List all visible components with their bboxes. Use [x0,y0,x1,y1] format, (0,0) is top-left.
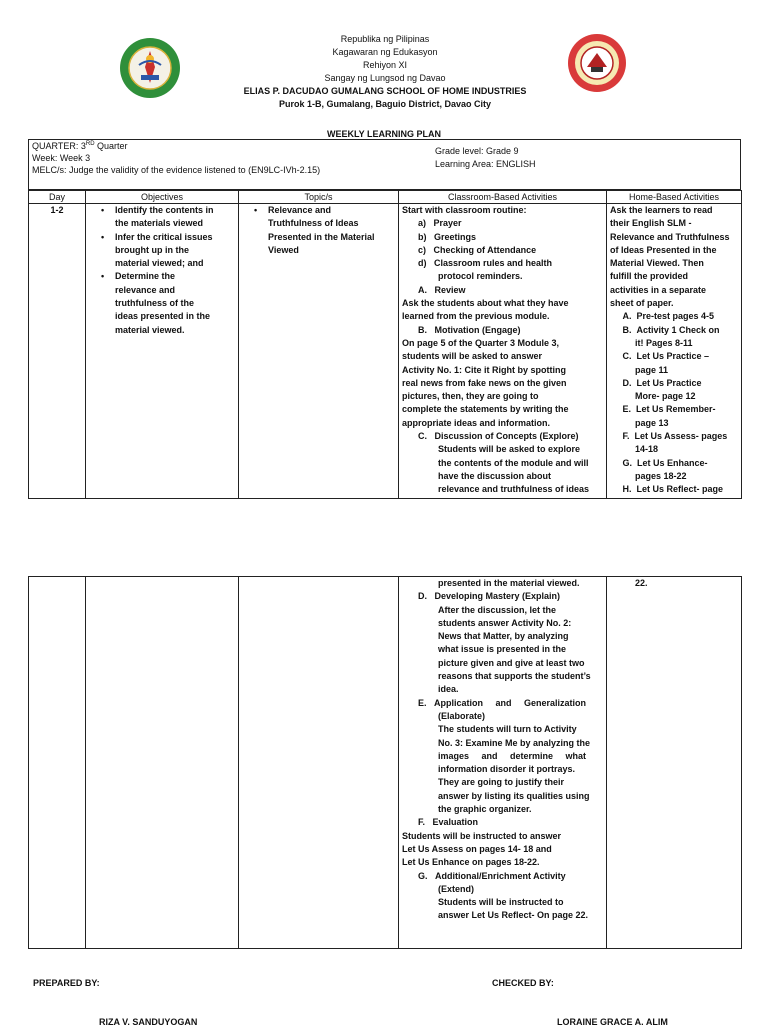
weekly-plan-table-page1 [28,190,742,499]
home-line: G. Let Us Enhance- [610,457,708,468]
home-line: A. Pre-test pages 4-5 [610,311,715,322]
home-line: of Ideas Presented in the [610,244,717,255]
home-line: it! Pages 8-11 [610,337,693,348]
objective-item [89,270,235,336]
classroom-line: picture given and give at least two [418,657,585,668]
header-school-name: ELIAS P. DACUDAO GUMALANG SCHOOL OF HOME INDUSTRIES [243,86,527,96]
classroom-line: The students will turn to Activity [418,724,577,735]
topic-line: Presented in the Material [268,231,375,242]
melc-info: MELC/s: Judge the validity of the evidence listened to (EN9LC-IVh-2.15) [32,165,321,175]
quarter-superscript: RD [85,141,95,147]
home-line: page 13 [610,417,669,428]
classroom-line: A. Review [418,284,466,295]
week-info: Week: Week 3 [32,153,91,163]
header-school-address: Purok 1-B, Gumalang, Baguio District, Davao City [278,99,492,109]
table-row [29,577,742,949]
classroom-line: E. Application and Generalization [418,697,587,708]
classroom-line: Ask the students about what they have [402,298,569,309]
classroom-line: what issue is presented in the [418,644,567,655]
classroom-line: G. Additional/Enrichment Activity [418,870,566,881]
classroom-line: answer Let Us Reflect- On page 22. [418,910,589,921]
classroom-line: C. Discussion of Concepts (Explore) [418,431,579,442]
classroom-line: b) Greetings [418,231,477,242]
home-line: 14-18 [610,444,659,455]
division-seal-logo [119,37,181,99]
header-republic: Republika ng Pilipinas [340,34,430,44]
classroom-line: d) Classroom rules and health [418,258,553,269]
checker-name: LORAINE GRACE A. ALIM [557,1017,668,1027]
home-line: F. Let Us Assess- pages [610,431,728,442]
classroom-line: students answer Activity No. 2: [418,617,572,628]
classroom-line: (Extend) [418,883,475,894]
column-header-objectives: Objectives [86,191,239,204]
home-activities-cell [607,204,742,499]
classroom-line: After the discussion, let the [418,604,557,615]
home-line: page 11 [610,364,669,375]
topics-cell [239,204,399,499]
home-line: Relevance and Truthfulness [610,231,730,242]
classroom-line: answer by listing its qualities using [418,790,590,801]
classroom-line: No. 3: Examine Me by analyzing the [418,737,591,748]
topics-cell-empty [239,577,399,949]
document-header [200,33,570,111]
home-line: B. Activity 1 Check on [610,324,720,335]
home-line: C. Let Us Practice – [610,351,710,362]
grade-level-info: Grade level: Grade 9 [435,146,519,156]
header-division: Sangay ng Lungsod ng Davao [324,73,446,83]
classroom-activities-cell [399,577,607,949]
day-cell: 1-2 [29,204,86,499]
classroom-line: complete the statements by writing the [402,404,569,415]
objective-line: • Determine the [115,271,176,282]
column-header-home: Home-Based Activities [607,191,742,204]
home-line: sheet of paper. [610,298,674,309]
classroom-line: presented in the material viewed. [418,578,580,588]
objective-line: brought up in the [115,244,189,255]
table-header-row [29,191,742,204]
classroom-line: reasons that supports the student’s [418,671,591,682]
classroom-line: News that Matter, by analyzing [418,631,569,642]
home-activities-cell [607,577,742,949]
classroom-line: (Elaborate) [418,710,486,721]
topic-line: Viewed [268,244,299,255]
classroom-line: Students will be instructed to answer [402,830,562,841]
classroom-line: real news from fake news on the given [402,377,567,388]
quarter-label: QUARTER: 3 [32,141,86,151]
objectives-cell [86,204,239,499]
home-line: fulfill the provided [610,271,688,282]
classroom-line: have the discussion about [418,470,552,481]
topic-line: Truthfulness of Ideas [268,218,359,229]
header-department: Kagawaran ng Edukasyon [332,47,438,57]
home-line: D. Let Us Practice [610,377,702,388]
day-cell-empty [29,577,86,949]
school-seal-logo [567,33,627,93]
objective-line: • Infer the critical issues [115,231,213,242]
topic-line: • Relevance and [268,205,332,215]
classroom-line: Students will be asked to explore [418,444,581,455]
objective-line: truthfulness of the [115,298,194,309]
classroom-line: the graphic organizer. [418,804,532,815]
classroom-line: On page 5 of the Quarter 3 Module 3, [402,337,560,348]
classroom-line: students will be asked to answer [402,351,543,362]
home-line: Ask the learners to read [610,205,713,215]
classroom-line: Activity No. 1: Cite it Right by spotting [402,364,566,375]
classroom-line: the contents of the module and will [418,457,589,468]
classroom-line: F. Evaluation [418,817,479,828]
classroom-line: Start with classroom routine: [402,205,527,215]
column-header-day: Day [29,191,86,204]
objective-line: relevance and [115,284,176,295]
objective-line: material viewed; and [115,258,204,269]
classroom-line: pictures, then, they are going to [402,391,539,402]
checked-by-label: CHECKED BY: [492,978,554,988]
classroom-line: B. Motivation (Engage) [418,324,521,335]
classroom-line: protocol reminders. [418,271,523,282]
home-line: activities in a separate [610,284,707,295]
classroom-line: idea. [418,684,459,695]
classroom-line: learned from the previous module. [402,311,550,322]
home-line: More- page 12 [610,391,696,402]
home-line: 22. [610,578,648,588]
classroom-line: Let Us Assess on pages 14- 18 and [402,843,552,854]
page-title: WEEKLY LEARNING PLAN [326,129,441,139]
column-header-classroom: Classroom-Based Activities [399,191,607,204]
home-line: E. Let Us Remember- [610,404,716,415]
classroom-activities-cell [399,204,607,499]
classroom-line: relevance and truthfulness of ideas [418,484,590,495]
weekly-plan-table-page2 [28,576,742,949]
prepared-by-label: PREPARED BY: [33,978,100,988]
header-region: Rehiyon XI [362,60,408,70]
objective-item [89,231,235,271]
objectives-cell-empty [86,577,239,949]
home-line: H. Let Us Reflect- page [610,484,724,495]
preparer-name: RIZA V. SANDUYOGAN [99,1017,198,1027]
plan-info-box [28,139,741,190]
classroom-line: images and determine what [418,750,587,761]
topic-item [242,204,395,257]
home-line: pages 18-22 [610,470,687,481]
classroom-line: c) Checking of Attendance [418,244,537,255]
classroom-line: a) Prayer [418,218,462,229]
home-line: their English SLM - [610,218,692,229]
column-header-topics: Topic/s [239,191,399,204]
objective-line: • Identify the contents in [115,205,214,215]
objective-line: the materials viewed [115,218,204,229]
objective-line: material viewed. [115,324,185,335]
classroom-line: information disorder it portrays. [418,764,576,775]
classroom-line: Students will be instructed to [418,897,564,908]
classroom-line: D. Developing Mastery (Explain) [418,591,561,602]
quarter-suffix: Quarter [94,141,128,151]
learning-area-info: Learning Area: ENGLISH [435,159,536,169]
classroom-line: They are going to justify their [418,777,565,788]
classroom-line: appropriate ideas and information. [402,417,551,428]
classroom-line: Let Us Enhance on pages 18-22. [402,857,540,868]
home-line: Material Viewed. Then [610,258,704,269]
objective-item [89,204,235,231]
table-row [29,204,742,499]
objective-line: ideas presented in the [115,311,211,322]
